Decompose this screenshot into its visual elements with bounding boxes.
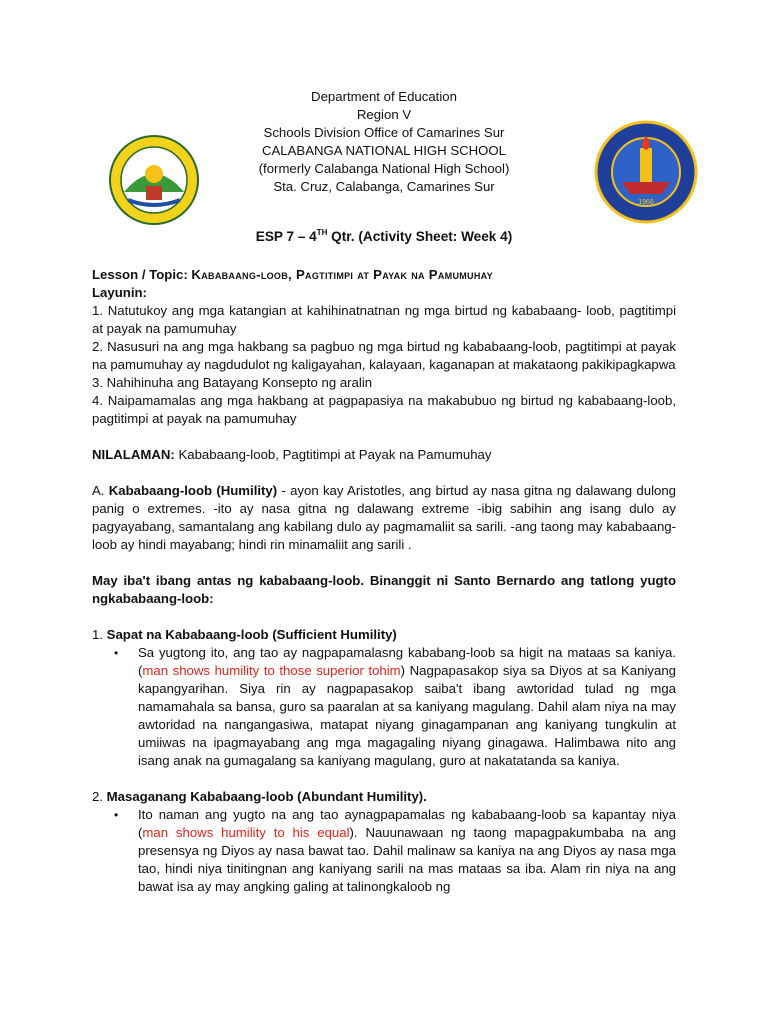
header-region: Region V xyxy=(356,107,412,122)
lesson-content xyxy=(92,266,676,896)
nilalaman: NILALAMAN: Kababaang-loob, Pagtitimpi at Payak na Pamumuhay xyxy=(92,447,492,462)
layunin-heading: Layunin: xyxy=(92,285,147,300)
header-school-name: CALABANGA NATIONAL HIGH SCHOOL xyxy=(261,143,507,158)
objective-4: 4. Naipamamalas ang mga hakbang at pagpapasiya na makabubuo ng birtud ng kababaang-loob, pagtitimpi at payak na pamumuhay xyxy=(92,393,676,426)
level-1-heading: 1. Sapat na Kababaang-loob (Sufficient Humility) xyxy=(92,627,397,642)
bullet-icon: • xyxy=(114,646,119,660)
antas-paragraph: May iba't ibang antas ng kababaang-loob. Binanggit ni Santo Bernardo ang tatlong yugto ngkababaang-loob: xyxy=(92,573,676,606)
objective-3: 3. Nahihinuha ang Batayang Konsepto ng aralin xyxy=(92,375,373,390)
header-department: Department of Education xyxy=(311,89,457,104)
level-2-bullet: • Ito naman ang yugto na ang tao aynagpapamalas ng kababaang-loob sa kapantay niya (man shows humility to his equal). Nauunawaan ng taong mapagpakumbaba na ang presensya ng Diyos ay nasa bawat tao. Dahil malinaw sa kaniya na ang Diyos ay nasa mga tao, hindi niya tinitingnan ang kaniyang sarili na mas mataas sa iba. Alam rin niya na ang bawat isa ay may angking galing at talinongkaloob ng xyxy=(114,807,676,894)
level-1-highlight: man shows humility to those superior tohim xyxy=(142,663,401,678)
lesson-topic: Lesson / Topic: Kababaang-loob, Pagtitimpi at Payak na Pamumuhay xyxy=(92,267,493,282)
header-address: Sta. Cruz, Calabanga, Camarines Sur xyxy=(273,179,495,194)
header-division: Schools Division Office of Camarines Sur xyxy=(263,125,505,140)
objective-2: 2. Nasusuri na ang mga hakbang sa pagbuo ng mga birtud ng kababaang-loob, pagtitimpi at payak na pamumuhay ay nagdudulot ng kaligayahan, kalayaan, kaganapan at makataong pakikipagkapwa xyxy=(92,339,676,372)
logo-year: 1966 xyxy=(638,199,654,206)
level-1-bullet: • Sa yugtong ito, ang tao ay nagpapamalasng kababang-loob sa higit na mataas sa kaniya. (man shows humility to those superior tohim) Nagpapasakop siya sa Diyos at sa Kaniyang kapangyarihan. Siya rin ay nagpapasakop saiba't ibang awtoridad tulad ng mga namamahala sa bansa, guro sa paaralan at sa kaniyang magulang. Dahil alam niya na may awtoridad na nangangasiwa, matapat niyang ginagampanan ang kaniyang tungkulin at umiiwas na ipagmayabang ang mga magagaling niyang ginagawa. Halimbawa nito ang isang anak na gumagalang sa kaniyang magulang, guro at nakatatanda sa kaniya. xyxy=(114,645,676,768)
activity-sheet-title: ESP 7 – 4TH Qtr. (Activity Sheet: Week 4) xyxy=(255,228,513,244)
school-header xyxy=(0,88,768,196)
section-a-humility: A. Kababaang-loob (Humility) - ayon kay Aristotles, ang birtud ay nasa gitna ng dalawang dulong panig o extremes. -ito ay nasa gitna ng dalawang extreme -ibig sabihin ang isang dulo ay pagyayabang, samantalang ang kabilang dulo ay pagmamaliit sa sarili. -ang taong may kababaang-loob ay hindi mayabang; hindi rin minamaliit ang sarili . xyxy=(92,483,677,552)
level-2-highlight: man shows humility to his equal xyxy=(142,825,350,840)
header-formerly: (formerly Calabanga National High School) xyxy=(258,161,510,176)
level-2-heading: 2. Masaganang Kababaang-loob (Abundant Humility). xyxy=(92,789,427,804)
objective-1: 1. Natutukoy ang mga katangian at kahihinatnatnan ng mga birtud ng kababaang- loob, pagtitimpi at payak na pamumuhay xyxy=(92,303,676,336)
bullet-icon: • xyxy=(114,808,119,822)
